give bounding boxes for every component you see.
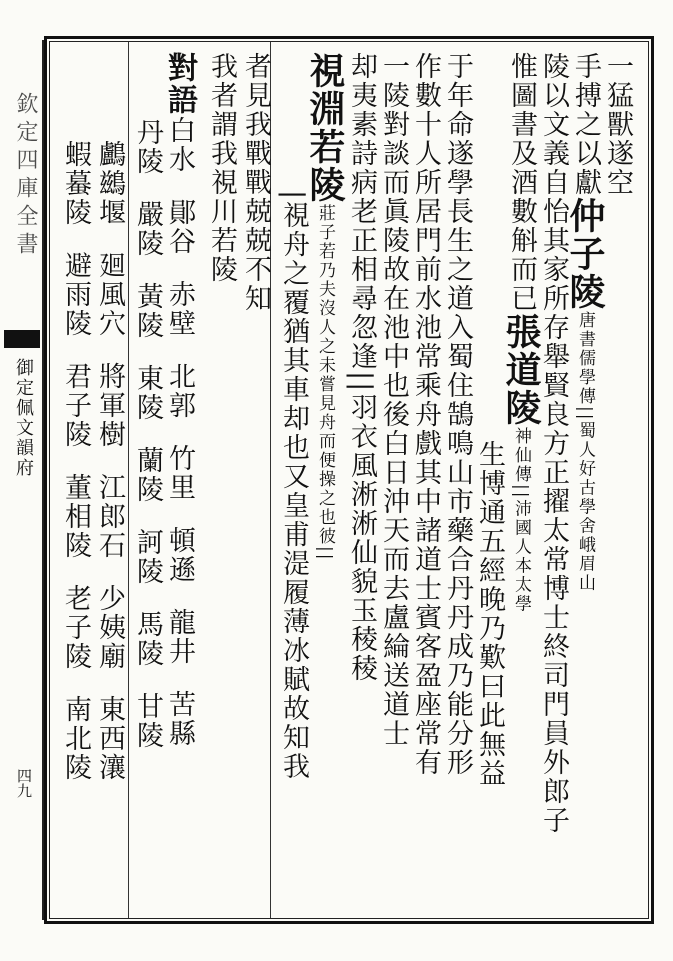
text-column-13	[206, 52, 236, 912]
text-column-5	[474, 440, 504, 910]
pair-term: 竹里	[164, 444, 195, 502]
text-column-17	[60, 140, 90, 910]
text-column-15	[132, 118, 162, 908]
text-column-4	[500, 52, 542, 912]
pair-term: 北郭	[164, 362, 195, 420]
text-column-7	[410, 52, 440, 912]
pair-term: 嚴陵	[132, 200, 163, 258]
pair-term: 避雨陵	[60, 251, 91, 338]
pair-term: 東陵	[132, 364, 163, 422]
pair-term: 白水	[164, 116, 195, 174]
text-column-10	[304, 52, 346, 912]
headword: 張道陵	[500, 313, 542, 427]
headword: 視淵若陵	[304, 52, 346, 204]
spine	[0, 40, 44, 920]
text-run: |視舟之覆猶其車却也又皇甫湜履薄冰賦故知我	[278, 190, 309, 782]
pair-term: 君子陵	[60, 362, 91, 449]
text-run: 于年命遂學長生之道入蜀住鵠鳴山市藥合丹丹成乃能分形	[442, 52, 473, 777]
pair-term: 蝦蟇陵	[60, 140, 91, 227]
spine-book-title: 御定佩文韻府	[13, 358, 34, 478]
text-run: 作數十人所居門前水池常乘舟戲其中諸道士賓客盈座常有	[410, 52, 441, 777]
text-column-12	[240, 52, 270, 912]
pair-term: 鸕鷀堰	[94, 140, 125, 227]
text-column-8	[378, 52, 408, 912]
pair-term: 老子陵	[60, 584, 91, 671]
spine-band	[4, 330, 40, 348]
pair-term: 江郎石	[94, 473, 125, 560]
text-run: 生博通五經晚乃歎曰此無益	[474, 440, 505, 788]
text-column-14	[162, 52, 197, 912]
section-heading: 對語	[162, 52, 197, 116]
section-rule	[128, 42, 129, 918]
pair-term: 東西瀼	[94, 695, 125, 782]
pair-term: 鄖谷	[164, 198, 195, 256]
page-number: 四九	[15, 768, 33, 798]
text-run: 一陵對談而眞陵故在池中也後白日沖天而去盧綸送道士	[378, 52, 409, 748]
pair-term: 馬陵	[132, 610, 163, 668]
text-run: 惟圖書及酒數斛而已	[506, 52, 537, 313]
text-column-2	[564, 52, 606, 912]
pair-term: 苦縣	[164, 690, 195, 748]
text-run: 却夷素詩病老正相尋忽逢||羽衣風淅淅仙貌玉稜稜	[346, 52, 377, 684]
pair-term: 頓遜	[164, 526, 195, 584]
pair-term: 董相陵	[60, 473, 91, 560]
headword: 仲子陵	[564, 197, 606, 311]
annotation: 莊子若乃夫沒人之未嘗見舟而便操之也彼||	[315, 204, 335, 562]
text-column-1	[602, 52, 632, 912]
annotation: 神仙傳||沛國人本太學	[511, 427, 531, 614]
text-run: 者見我戰戰兢兢不知	[240, 52, 271, 313]
pair-term: 甘陵	[132, 692, 163, 750]
pair-term: 南北陵	[60, 695, 91, 782]
pair-term: 訶陵	[132, 528, 163, 586]
text-run: 手搏之以獻	[570, 52, 601, 197]
pair-term: 廻風穴	[94, 251, 125, 338]
pair-term: 龍井	[164, 608, 195, 666]
text-column-16	[94, 140, 124, 910]
pair-term: 蘭陵	[132, 446, 163, 504]
spine-title: 欽定四庫全書	[13, 92, 38, 260]
text-column-11	[278, 190, 308, 910]
text-column-9	[346, 52, 376, 912]
text-column-6	[442, 52, 472, 912]
text-run: 一猛獸遂空	[602, 52, 633, 197]
pair-term: 黃陵	[132, 282, 163, 340]
annotation: 唐書儒學傳||蜀人好古學舍峨眉山	[575, 311, 595, 593]
text-run: 陵以文義自怡其家所存	[538, 52, 569, 342]
pair-term: 少姨廟	[94, 584, 125, 671]
text-run: 舉賢良方正擢太常博士終司門員外郎子	[538, 342, 569, 835]
pair-term: 赤壁	[164, 280, 195, 338]
pair-term: 將軍樹	[94, 362, 125, 449]
text-column-3	[538, 52, 568, 912]
text-run: 我者謂我視川若陵	[206, 52, 237, 284]
pair-term: 丹陵	[132, 118, 163, 176]
